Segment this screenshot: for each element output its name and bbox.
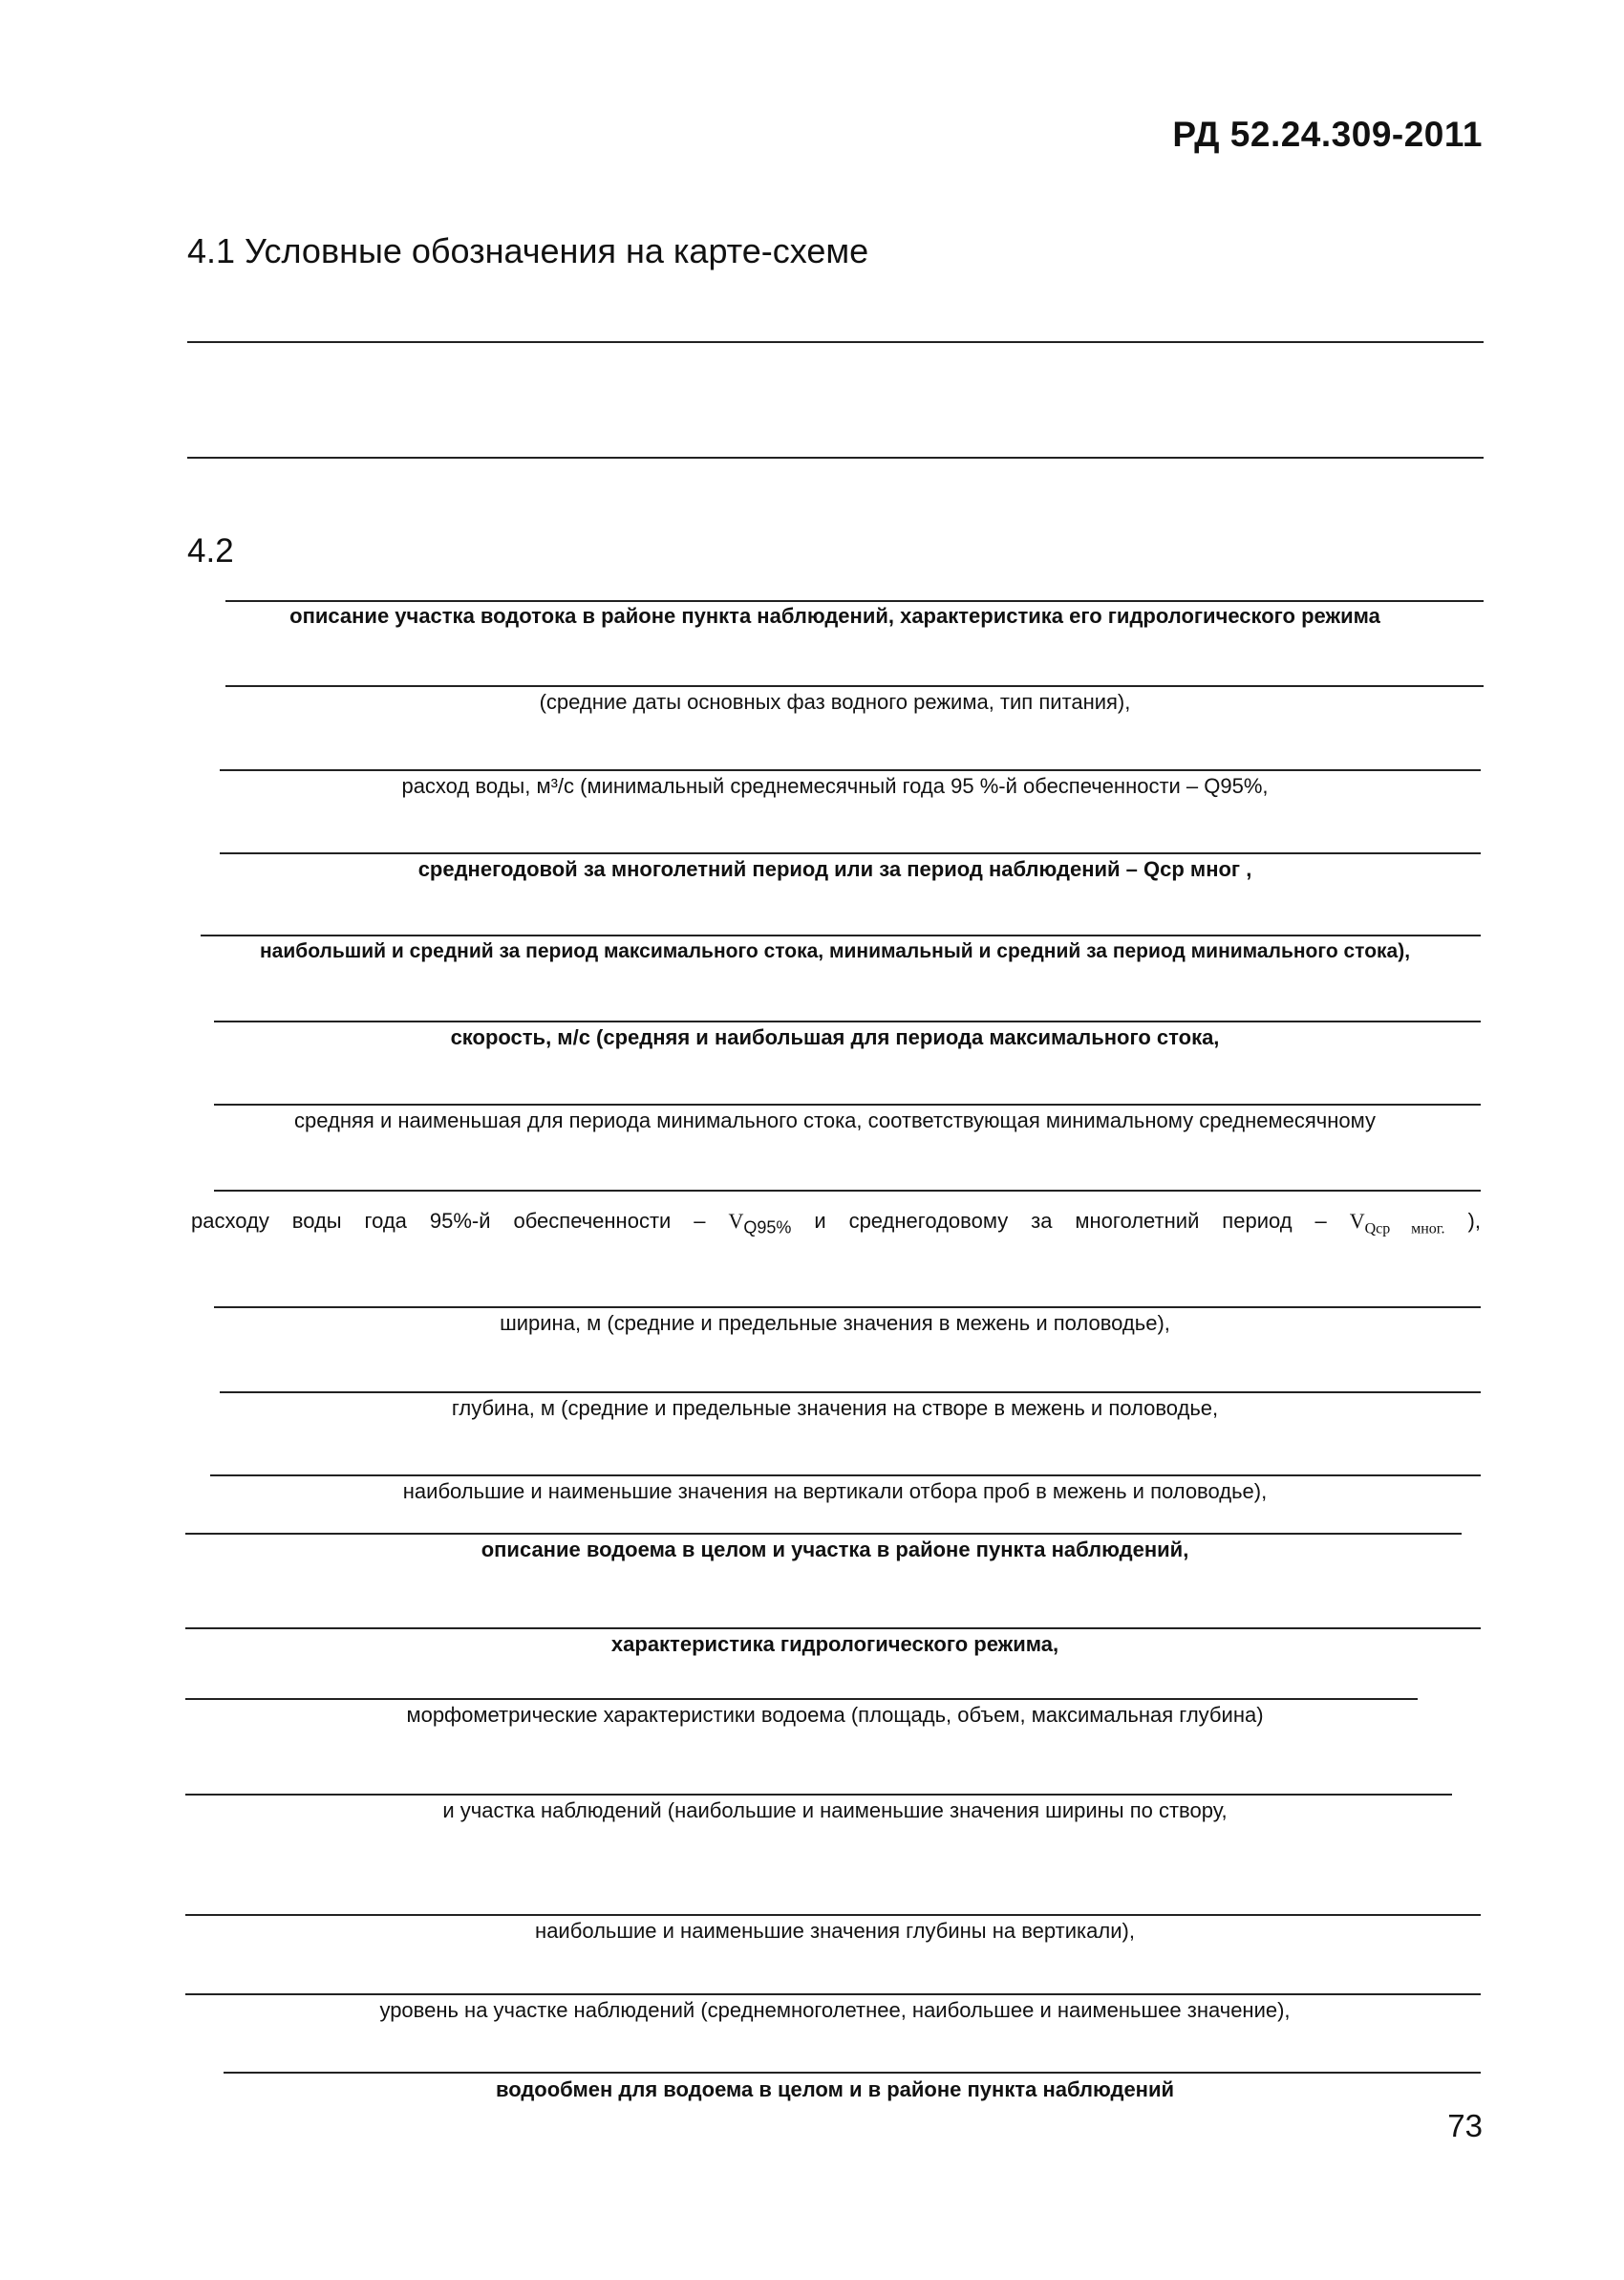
blank-line xyxy=(214,1104,1481,1106)
blank-line xyxy=(224,2072,1481,2074)
blank-line xyxy=(225,685,1484,687)
blank-line xyxy=(220,1391,1481,1393)
caption-water-regime-phases: (средние даты основных фаз водного режима, тип питания), xyxy=(539,690,1131,714)
blank-line xyxy=(214,1306,1481,1308)
blank-line xyxy=(214,1021,1481,1022)
caption-water-exchange: водообмен для водоема в целом и в районе пункта наблюдений xyxy=(495,2077,1175,2101)
caption-max-min-flow: наибольший и средний за период максимального стока, минимальный и средний за период минимального стока), xyxy=(259,940,1411,962)
section-4-2-number: 4.2 xyxy=(187,532,234,570)
formula-text-middle: и среднегодовому за многолетний период – xyxy=(814,1209,1327,1233)
blank-line xyxy=(201,935,1481,936)
velocity-q95-symbol: $V_{Q95\%}$ xyxy=(728,1209,792,1237)
caption-vertical-depth: наибольшие и наименьшие значения глубины на вертикали), xyxy=(535,1919,1135,1943)
caption-section-width: и участка наблюдений (наибольшие и наименьшие значения ширины по створу, xyxy=(442,1798,1228,1822)
blank-line xyxy=(187,341,1484,343)
blank-line xyxy=(210,1474,1481,1476)
section-4-1-title: 4.1 Условные обозначения на карте-схеме xyxy=(187,231,869,270)
blank-line xyxy=(185,1914,1481,1916)
blank-line xyxy=(187,457,1484,459)
caption-water-level: уровень на участке наблюдений (среднемноголетнее, наибольшее и наименьшее значение), xyxy=(379,1998,1291,2022)
blank-line xyxy=(220,852,1481,854)
caption-min-velocity: средняя и наименьшая для периода минимального стока, соответствующая минимальному среднемесячному xyxy=(294,1108,1376,1132)
caption-depth: глубина, м (средние и предельные значения на створе в межень и половодье, xyxy=(451,1396,1219,1420)
caption-watercourse-description: описание участка водотока в районе пункта наблюдений, характеристика его гидрологического режима xyxy=(289,604,1380,628)
caption-reservoir-description: описание водоема в целом и участка в районе пункта наблюдений, xyxy=(481,1538,1189,1561)
blank-line xyxy=(185,1993,1481,1995)
blank-line xyxy=(225,600,1484,602)
blank-line xyxy=(214,1190,1481,1192)
velocity-qmean-symbol: $V_{Qср мног.}$ xyxy=(1349,1209,1445,1237)
caption-water-discharge: расход воды, м³/с (минимальный среднемесячный года 95 %-й обеспеченности – Q95%, xyxy=(401,774,1269,798)
caption-velocity-formulas xyxy=(191,1209,1481,1241)
blank-line xyxy=(185,1533,1462,1535)
blank-line xyxy=(185,1627,1481,1629)
caption-width: ширина, м (средние и предельные значения в межень и половодье), xyxy=(500,1311,1170,1335)
caption-morphometric: морфометрические характеристики водоема (площадь, объем, максимальная глубина) xyxy=(406,1703,1264,1727)
blank-line xyxy=(185,1698,1418,1700)
blank-line xyxy=(185,1794,1452,1796)
blank-line xyxy=(220,769,1481,771)
caption-velocity: скорость, м/с (средняя и наибольшая для периода максимального стока, xyxy=(450,1025,1220,1049)
formula-text-before: расходу воды года 95%-й обеспеченности – xyxy=(191,1209,706,1233)
document-code: РД 52.24.309-2011 xyxy=(1172,115,1483,154)
caption-mean-annual-discharge: среднегодовой за многолетний период или за период наблюдений – Qср мног , xyxy=(417,857,1252,881)
caption-hydrological-regime: характеристика гидрологического режима, xyxy=(610,1632,1059,1656)
formula-text-after: ), xyxy=(1467,1209,1481,1233)
page-number: 73 xyxy=(1447,2108,1483,2143)
caption-depth-extremes: наибольшие и наименьшие значения на вертикали отбора проб в межень и половодье), xyxy=(402,1479,1268,1503)
